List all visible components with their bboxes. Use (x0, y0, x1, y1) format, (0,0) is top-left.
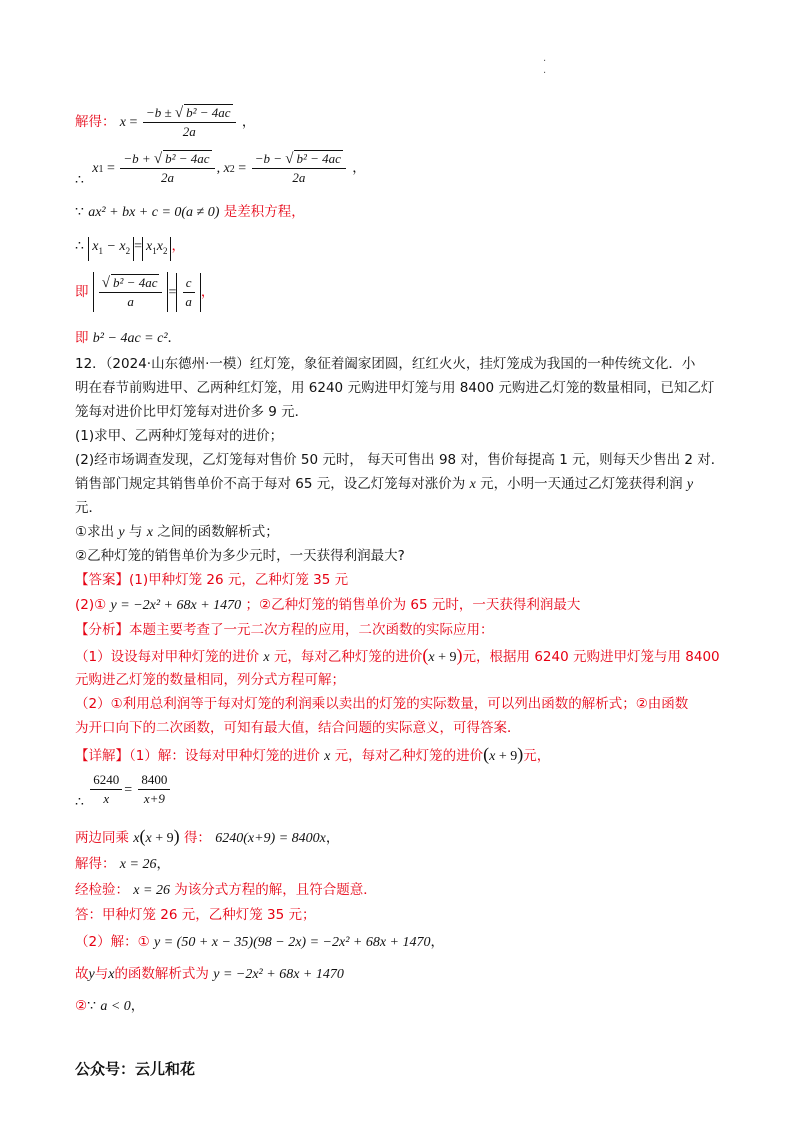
answer-1: (1)甲种灯笼 26 元，乙种灯笼 35 元 (129, 572, 349, 588)
detail-label: 【详解】 (75, 748, 129, 764)
answer-line-1 (75, 570, 348, 590)
comma: ， (200, 284, 215, 300)
comma: ， (430, 934, 444, 950)
because-line (75, 202, 305, 223)
question-2a: ①求出 y 与 x 之间的函数解析式； (75, 524, 279, 540)
text: 为该分式方程的解，且符合题意． (174, 882, 377, 898)
text: 故 (75, 966, 89, 982)
function-statement: 故y与x的函数解析式为 y = −2x² + 68x + 1470 (75, 966, 344, 982)
analysis-p2-line2: 为开口向下的二次函数，可知有最大值，结合问题的实际意义，可得答案． (75, 720, 521, 736)
answer-function: y = −2x² + 68x + 1470 (110, 598, 242, 613)
question-2-line-1: (2)经市场调查发现，乙灯笼每对售价 50 元时， 每天可售出 98 对，售价每提高 1 元，则每天少售出 2 对． (75, 452, 725, 468)
text: 得： (183, 830, 211, 846)
comma: ， (156, 856, 170, 872)
question-2b: ②乙种灯笼的销售单价为多少元时，一天获得利润最大? (75, 548, 405, 564)
text: ①求出 (75, 524, 115, 540)
comma: ， (291, 204, 305, 220)
fraction-equation-line: ∴ $\frac{6240}{x}$ = $\frac{8400}{x+9}$ (75, 772, 172, 807)
text: （1）解：设每对甲种灯笼的进价 (129, 748, 320, 764)
comma: ， (241, 114, 256, 130)
ji-label: 即 (75, 284, 89, 300)
question-2-line-3: 元． (75, 500, 102, 516)
because-symbol: ∵ (75, 205, 84, 220)
header-dot: · (543, 68, 547, 79)
abs-equation-line: ∴ $x_1 - x_2 = x_1x_2$ ， (75, 236, 185, 261)
check-label: 经检验： (75, 882, 129, 898)
check-equation: x = 26 (133, 883, 170, 898)
quadratic-formula: $\frac{\text{−b ± √ b² − 4ac}}{2a}$ (143, 104, 236, 140)
problem-line-3: 笼每对进价比甲灯笼每对进价多 9 元． (75, 404, 309, 420)
check-line (75, 880, 377, 901)
text: 销售部门规定其销售单价不高于每对 65 元，设乙灯笼每对涨价为 (75, 476, 466, 492)
ji-line: 即 $\frac{\text{√ b² − 4ac}}{a}$ = $\frac{c}{a}$ ， (75, 272, 214, 312)
solve-label: 解得： (75, 856, 116, 872)
root-two: $\frac{\text{−b − √ b² − 4ac}}{2a}$ (252, 150, 346, 186)
text: 两边同乘 (75, 830, 129, 846)
text: 元，根据用 6240 元购进甲灯笼与用 8400 (462, 649, 720, 665)
fraction-denominator: x+9 (143, 791, 165, 806)
fraction-numerator: 8400 (138, 772, 170, 790)
period: ． (167, 330, 182, 346)
question-1: (1)求甲、乙两种灯笼每对的进价； (75, 428, 284, 444)
answer-statement: 答：甲种灯笼 26 元，乙种灯笼 35 元； (75, 907, 316, 923)
solve-label: 解得： (75, 114, 116, 130)
analysis-p2-line1: （2）①利用总利润等于每对灯笼的利润乘以卖出的灯笼的实际数量，可以列出函数的解析式；②由函数 (75, 696, 689, 712)
roots-line: ∴ x1 = $\frac{\text{−b + √ b² − 4ac}}{2a}$ , x2 = $\frac{\text{−b − √ b² − 4ac}}{2a}$ ， (75, 151, 366, 188)
text: ② (75, 998, 88, 1014)
therefore-symbol: ∴ (75, 794, 84, 810)
because-symbol: ∵ (87, 999, 97, 1014)
coefficient-condition: a < 0 (100, 999, 131, 1014)
text: 元， (523, 748, 551, 764)
header-dot: · (543, 56, 547, 67)
solve-line (75, 854, 170, 875)
quadratic-equation: ax² + bx + c = 0(a ≠ 0) (88, 205, 220, 220)
fraction-right (138, 772, 170, 807)
final-equation-line (75, 328, 181, 349)
comma: ， (130, 998, 145, 1014)
text: 与 (94, 966, 109, 982)
text: 之间的函数解析式； (157, 524, 279, 540)
last-line (75, 996, 144, 1017)
detail-line-1: 【详解】（1）解：设每对甲种灯笼的进价 x 元，每对乙种灯笼的进价(x + 9)元， (75, 744, 551, 764)
fraction-denominator: x (103, 791, 110, 806)
function-equation: y = −2x² + 68x + 1470 (213, 967, 344, 982)
comma: ， (352, 160, 366, 176)
analysis-p1-line1: （1）设设每对甲种灯笼的进价 x 元，每对乙种灯笼的进价(x + 9)元，根据用 6240 元购进甲灯笼与用 8400 (75, 645, 720, 665)
text: 与 (128, 524, 143, 540)
analysis-p1-line2: 元购进乙灯笼的数量相同，列分式方程可解； (75, 672, 345, 688)
fraction-numerator: 6240 (90, 772, 122, 790)
root-one: $\frac{\text{−b + √ b² − 4ac}}{2a}$ (120, 150, 214, 186)
part-2-line (75, 932, 444, 953)
analysis-intro: 本题主要考查了一元二次方程的应用，二次函数的实际应用： (129, 622, 494, 638)
multiply-line: 两边同乘 x(x + 9) 得： 6240(x+9) = 8400x， (75, 826, 340, 846)
answer-line-2 (75, 595, 580, 616)
text: 元，每对乙种灯笼的进价 (334, 748, 484, 764)
comma: ， (171, 238, 185, 254)
difference-product-label: 是差积方程 (223, 204, 292, 220)
fraction-left (90, 772, 122, 807)
text: 的函数解析式为 (114, 966, 209, 982)
analysis-label: 【分析】 (75, 622, 129, 638)
text: (2)① (75, 597, 107, 613)
comma: ， (325, 830, 340, 846)
text: （1）设设每对甲种灯笼的进价 (75, 649, 260, 665)
solve-equation: x = 26 (119, 857, 157, 872)
problem-line-1: 12．（2024·山东德州·一模）红灯笼，象征着阖家团圆，红红火火，挂灯笼成为我国的一种传统文化．小 (75, 356, 696, 372)
text: （2）解：① (75, 934, 150, 950)
problem-line-2: 明在春节前购进甲、乙两种红灯笼，用 6240 元购进甲灯笼与用 8400 元购进乙灯笼的数量相同，已知乙灯 (75, 380, 715, 396)
multiply-equation: 6240(x+9) = 8400x (215, 831, 326, 846)
text: 元，每对乙种灯笼的进价 (273, 649, 423, 665)
therefore-symbol: ∴ (75, 239, 84, 254)
text: 元，小明一天通过乙灯笼获得利润 (480, 476, 683, 492)
solve-quadratic-line: 解得： x = $\frac{\text{−b ± √ b² − 4ac}}{2a}$ ， (75, 105, 256, 139)
answer-label: 【答案】 (75, 572, 129, 588)
question-2-line-2: 销售部门规定其销售单价不高于每对 65 元，设乙灯笼每对涨价为 x 元，小明一天通过乙灯笼获得利润 y (75, 476, 694, 492)
answer-2: ；②乙种灯笼的销售单价为 65 元时，一天获得利润最大 (245, 597, 581, 613)
footer-account: 公众号：云儿和花 (75, 1060, 196, 1078)
ji-label: 即 (75, 330, 89, 346)
therefore-symbol: ∴ (75, 173, 84, 188)
final-equation: b² − 4ac = c² (92, 331, 168, 346)
analysis-line (75, 620, 494, 640)
profit-function: y = (50 + x − 35)(98 − 2x) = −2x² + 68x + 1470 (154, 935, 431, 950)
